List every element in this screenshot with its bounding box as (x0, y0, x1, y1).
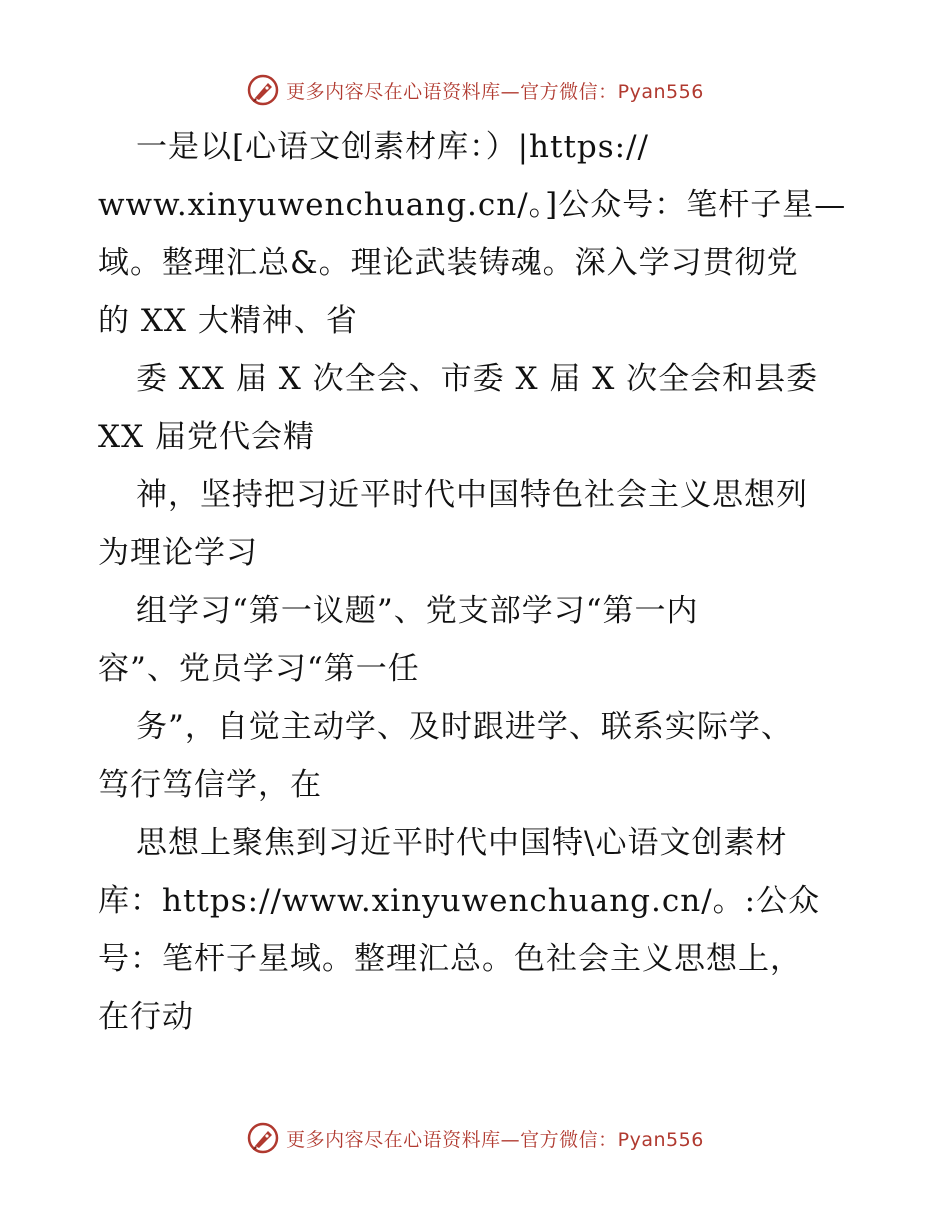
footer-banner-wechat: 官方微信：Pyan556 (520, 1128, 704, 1151)
body-line-12: 笃行笃信学，在 (98, 767, 322, 803)
body-line-5: 委 XX 届 X 次全会、市委 X 届 X 次全会和县委 (136, 361, 819, 397)
body-line-6: XX 届党代会精 (98, 419, 315, 455)
pen-nib-logo-icon (246, 1121, 280, 1155)
body-line-7: 神，坚持把习近平时代中国特色社会主义思想列 (136, 477, 808, 513)
body-line-10: 容”、党员学习“第一任 (98, 651, 420, 687)
body-line-15: 号：笔杆子星域。整理汇总。色社会主义思想上， (98, 941, 802, 977)
header-banner-separator: — (500, 80, 521, 103)
body-line-16: 在行动 (98, 999, 194, 1035)
pen-nib-logo-icon (246, 73, 280, 107)
body-line-13: 思想上聚焦到习近平时代中国特\心语文创素材 (136, 825, 788, 861)
body-line-3: 域。整理汇总&。理论武装铸魂。深入学习贯彻党 (98, 245, 799, 281)
body-line-14: 库：https://www.xinyuwenchuang.cn/。:公众 (98, 883, 821, 919)
body-line-8: 为理论学习 (98, 535, 258, 571)
body-line-1: 一是以[心语文创素材库：）|https:// (136, 129, 650, 165)
header-banner-text: 更多内容尽在心语资料库 (286, 80, 501, 103)
body-line-9: 组学习“第一议题”、党支部学习“第一内 (136, 593, 699, 629)
footer-banner (0, 1118, 950, 1158)
body-line-2: www.xinyuwenchuang.cn/。]公众号：笔杆子星— (98, 187, 847, 223)
body-line-11: 务”，自觉主动学、及时跟进学、联系实际学、 (136, 709, 793, 745)
footer-banner-text: 更多内容尽在心语资料库 (286, 1128, 501, 1151)
document-body (98, 118, 858, 1046)
body-line-4: 的 XX 大精神、省 (98, 303, 358, 339)
header-banner-wechat: 官方微信：Pyan556 (520, 80, 704, 103)
footer-banner-separator: — (500, 1128, 521, 1151)
header-banner (0, 70, 950, 110)
